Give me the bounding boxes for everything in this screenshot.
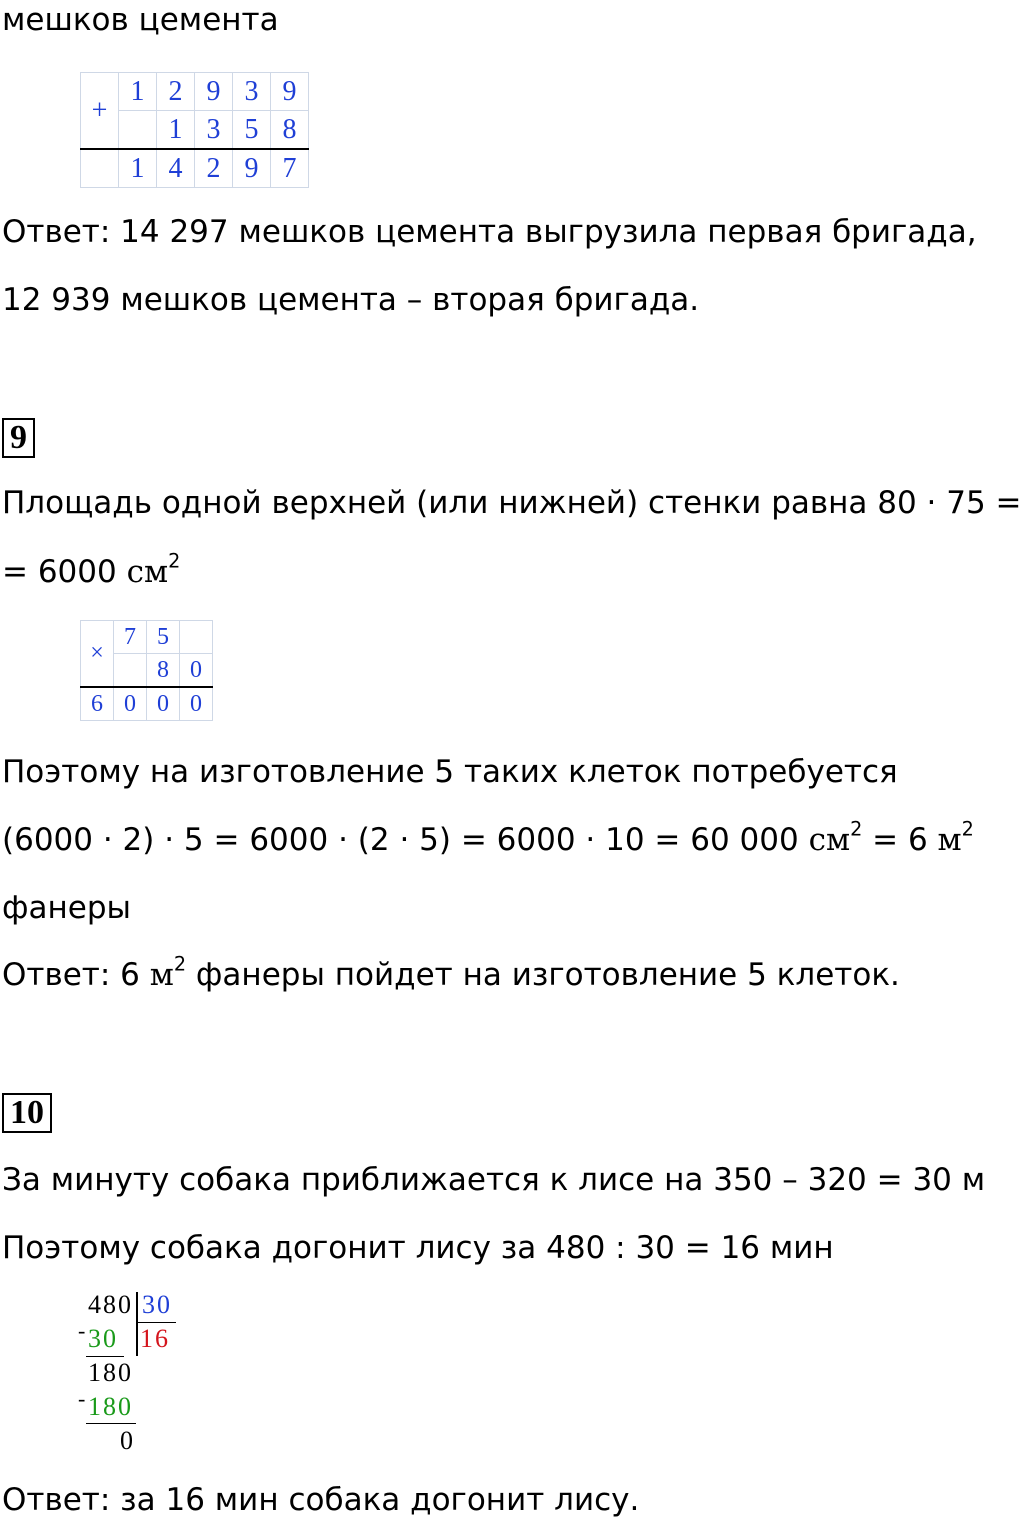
digit-cell: 0: [180, 654, 213, 688]
result-cell: 7: [271, 149, 309, 188]
task9-line-2: = 6000 $см^2$: [2, 549, 181, 590]
digit-cell: 7: [114, 621, 147, 654]
addition-column: [80, 72, 309, 188]
task9-answer: Ответ: 6 $м^2$ фанеры пойдет на изготовление 5 клеток.: [2, 952, 900, 993]
remainder-1: 180: [88, 1358, 133, 1387]
digit-cell: 5: [147, 621, 180, 654]
digit-cell: 3: [233, 73, 271, 111]
long-division: [78, 1290, 198, 1460]
task-number-9: 9: [2, 418, 35, 458]
minus-sign: -: [78, 1386, 88, 1411]
plus-operator: +: [81, 73, 119, 150]
result-cell: 9: [233, 149, 271, 188]
division-vertical-line: [136, 1292, 138, 1356]
digit-cell: 3: [195, 111, 233, 150]
task9-line-4: (6000 · 2) · 5 = 6000 · (2 · 5) = 6000 · 10 = 60 000 $см^2 = 6$ $м^2$: [2, 817, 974, 858]
digit-cell: 1: [157, 111, 195, 150]
digit-cell: 9: [271, 73, 309, 111]
digit-cell: [114, 654, 147, 688]
task-number-10: 10: [2, 1093, 52, 1133]
subtrahend-2: 180: [88, 1392, 133, 1421]
task10-line-1: За минуту собака приближается к лисе на 350 – 320 = 30 м: [2, 1162, 986, 1198]
answer-8-line-1: Ответ: 14 297 мешков цемента выгрузила первая бригада,: [2, 214, 977, 250]
result-cell: 4: [157, 149, 195, 188]
digit-cell: 1: [119, 73, 157, 111]
times-operator: ×: [81, 621, 114, 688]
minus-sign: -: [78, 1318, 88, 1343]
digit-cell: 8: [147, 654, 180, 688]
answer-8-line-2: 12 939 мешков цемента – вторая бригада.: [2, 282, 700, 318]
subtrahend-1: 30: [88, 1324, 118, 1353]
dividend: 480: [88, 1290, 133, 1319]
result-cell: 0: [114, 687, 147, 721]
final-remainder: 0: [120, 1426, 135, 1455]
digit-cell: 2: [157, 73, 195, 111]
result-cell: 1: [119, 149, 157, 188]
digit-cell: 5: [233, 111, 271, 150]
task9-line-1: Площадь одной верхней (или нижней) стенки равна 80 · 75 =: [2, 485, 1022, 521]
task9-line-3: Поэтому на изготовление 5 таких клеток потребуется: [2, 754, 898, 790]
digit-cell: 8: [271, 111, 309, 150]
rule-line: [86, 1356, 124, 1357]
task10-answer: Ответ: за 16 мин собака догонит лису.: [2, 1482, 640, 1518]
result-cell: 2: [195, 149, 233, 188]
multiplication-column: [80, 620, 213, 721]
result-cell: 0: [180, 687, 213, 721]
task10-line-2: Поэтому собака догонит лису за 480 : 30 = 16 мин: [2, 1230, 834, 1266]
empty-cell: [81, 149, 119, 188]
divisor: 30: [142, 1290, 172, 1319]
rule-line: [86, 1423, 136, 1424]
header-text: мешков цемента: [2, 2, 279, 38]
digit-cell: [119, 111, 157, 150]
digit-cell: [180, 621, 213, 654]
digit-cell: 9: [195, 73, 233, 111]
task9-line-5: фанеры: [2, 890, 131, 926]
result-cell: 0: [147, 687, 180, 721]
result-cell: 6: [81, 687, 114, 721]
quotient: 16: [140, 1324, 170, 1353]
division-quotient-line: [138, 1322, 176, 1323]
